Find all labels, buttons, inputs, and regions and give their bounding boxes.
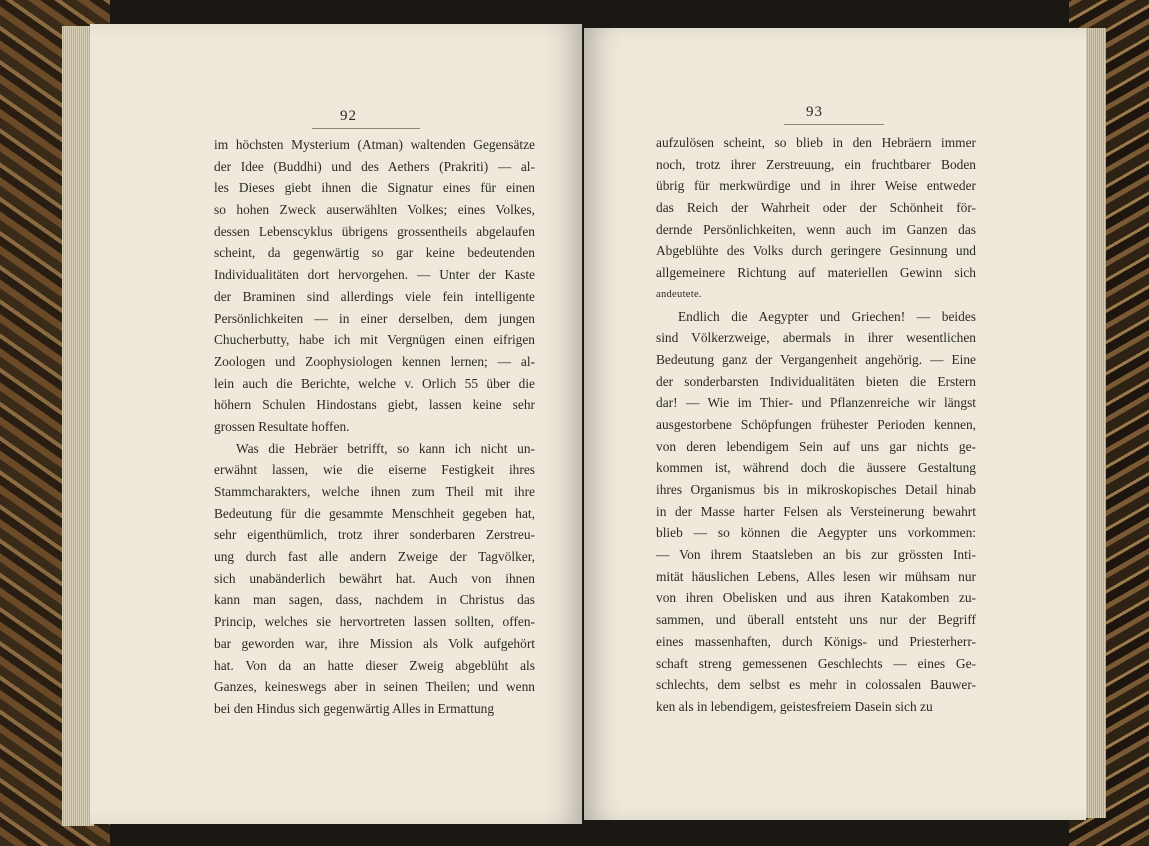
text-line: blieb — so können die Aegypter uns vorkommen: xyxy=(656,525,976,541)
text-line: Persönlichkeiten — in einer derselben, dem jungen xyxy=(214,310,535,326)
text-line: ken als in lebendigem, geistesfreiem Dasein sich zu xyxy=(656,698,933,714)
text-line: von ihren Obelisken und aus ihren Katakomben zu- xyxy=(656,590,976,606)
text-line: Ganzes, keineswegs aber in seinen Theilen; und wenn xyxy=(214,679,535,695)
text-line: Individualitäten dort hervorgehen. — Unter der Kaste xyxy=(214,267,535,283)
page-number: 92 xyxy=(340,108,357,124)
text-line: erwähnt lassen, wie die eiserne Festigkeit ihres xyxy=(214,462,535,478)
text-line: ausgestorbene Schöpfungen frühester Perioden kennen, xyxy=(656,416,976,432)
text-line: Abgeblühte des Volks durch geringere Gesinnung und xyxy=(656,243,976,259)
left-page xyxy=(90,24,582,824)
text-line: Bedeutung ganz der Vergangenheit angehörig. — Eine xyxy=(656,351,976,367)
text-line: scheint, da gegenwärtig so gar keine bedeutenden xyxy=(214,245,535,261)
text-line: sehr eigenthümlich, trotz ihrer sonderbaren Zerstreu- xyxy=(214,527,535,543)
text-block xyxy=(214,134,535,720)
text-line: ung durch fast alle andern Zweige der Tagvölker, xyxy=(214,549,535,565)
text-line: der Idee (Buddhi) und des Aethers (Prakriti) — al- xyxy=(214,158,535,174)
text-line: aufzulösen scheint, so blieb in den Hebräern immer xyxy=(656,135,976,150)
header-rule xyxy=(312,128,420,129)
text-line: — Von ihrem Staatsleben an bis zur grössten Inti- xyxy=(656,547,976,563)
text-line: in der Masse harter Felsen als Versteinerung bewahrt xyxy=(656,503,976,519)
text-line: dernde Persönlichkeiten, wenn auch im Ganzen das xyxy=(656,221,976,237)
text-line: grossen Resultate hoffen. xyxy=(214,418,350,434)
page-edges-right xyxy=(1084,28,1106,818)
text-line: les Dieses giebt ihnen die Signatur eines für einen xyxy=(214,180,535,196)
text-line: kann man sagen, dass, nachdem in Christus das xyxy=(214,592,535,608)
text-line: noch, trotz ihrer Zerstreuung, ein fruchtbarer Boden xyxy=(656,156,976,172)
text-line: von deren lebendigem Sein auf uns gar nichts ge- xyxy=(656,438,976,454)
text-line: lein auch die Berichte, welche v. Orlich 55 über die xyxy=(214,375,535,391)
text-line: dessen Lebenscyklus übrigens grossentheils abgelaufen xyxy=(214,223,535,239)
text-line: so hohen Zweck auserwählten Volkes; eines Volkes, xyxy=(214,202,535,218)
text-line: der Braminen sind allerdings viele fein intelligente xyxy=(214,288,535,304)
text-line: das Reich der Wahrheit oder der Schönheit för- xyxy=(656,200,976,216)
right-page xyxy=(584,28,1086,820)
text-line: Princip, welches sie hervortreten lassen sollten, offen- xyxy=(214,614,535,630)
text-line: der sonderbarsten Individualitäten bieten die Erstern xyxy=(656,373,976,389)
text-line: sammen, und überall entsteht uns nur der Begriff xyxy=(656,612,976,628)
text-line: Endlich die Aegypter und Griechen! — beides xyxy=(678,308,976,324)
text-line: Stammcharakters, welche ihnen zum Theil mit ihre xyxy=(214,484,535,499)
text-line: schaft streng gemessenen Geschlechts — eines Ge- xyxy=(656,655,976,671)
text-line: mität häuslichen Lebens, Alles lesen wir mühsam nur xyxy=(656,568,976,584)
text-line: im höchsten Mysterium (Atman) waltenden Gegensätze xyxy=(214,137,535,152)
text-line: übrig für merkwürdige und in ihrer Weise entweder xyxy=(656,178,976,194)
text-line: allgemeinere Richtung auf materiellen Gewinn sich xyxy=(656,265,976,281)
text-line: Bedeutung für die gesammte Menschheit gegeben hat, xyxy=(214,505,535,521)
text-line: kommen ist, während doch die äussere Gestaltung xyxy=(656,460,976,476)
text-line: Chucherbutty, habe ich mit Vergnügen einen eifrigen xyxy=(214,332,535,348)
text-line: dar! — Wie im Thier- und Pflanzenreiche wir längst xyxy=(656,395,976,411)
text-line: höhern Schulen Hindostans giebt, lassen keine sehr xyxy=(214,397,535,413)
text-line: eines massenhaften, durch Königs- und Priesterherr- xyxy=(656,633,976,649)
header-rule xyxy=(784,124,884,125)
text-line: ihres Organismus bis in mikroskopisches Detail hinab xyxy=(656,482,976,497)
text-line: hat. Von da an hatte dieser Zweig abgeblüht als xyxy=(214,657,535,673)
text-line: bar geworden war, ihre Mission als Volk aufgehört xyxy=(214,635,535,651)
text-line: Zoologen und Zoophysiologen kennen lernen; — al- xyxy=(214,353,535,369)
text-line: andeutete. xyxy=(656,288,702,300)
text-line: Was die Hebräer betrifft, so kann ich nicht un- xyxy=(236,440,535,456)
text-line: sind Völkerzweige, abermals in ihrer wesentlichen xyxy=(656,330,976,346)
text-line: bei den Hindus sich gegenwärtig Alles in Ermattung xyxy=(214,700,495,716)
text-line: sich unabänderlich bewährt hat. Auch von ihnen xyxy=(214,570,535,586)
text-line: schlechts, dem selbst es mehr in colossalen Bauwer- xyxy=(656,677,976,693)
page-number: 93 xyxy=(806,104,823,120)
text-block xyxy=(656,132,976,718)
